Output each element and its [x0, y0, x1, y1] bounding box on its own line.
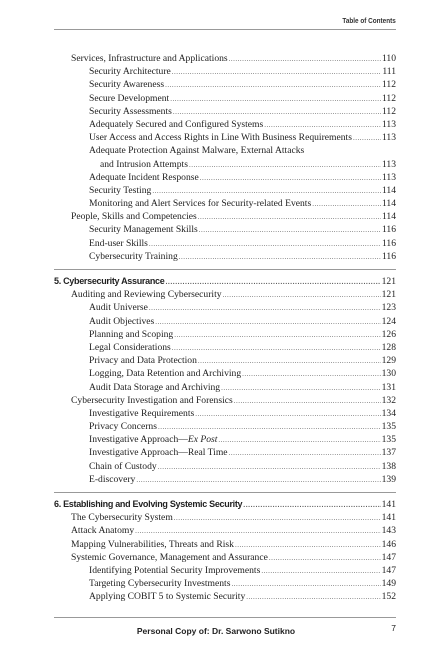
chapter-6-heading[interactable]: [54, 498, 396, 511]
chapter-title: 5. Cybersecurity Assurance: [54, 276, 165, 286]
toc-page-number: 114: [381, 211, 396, 223]
toc-entry-title: Systemic Governance, Management and Assurance: [71, 551, 268, 563]
dot-leader: [223, 289, 381, 302]
toc-page-number: 114: [381, 184, 396, 196]
toc-entry-title: Security Assessments: [89, 105, 172, 117]
toc-entry[interactable]: [54, 118, 396, 131]
toc-entry[interactable]: [54, 460, 396, 473]
dot-leader: [195, 408, 380, 421]
page-number: 7: [391, 623, 396, 633]
section-divider: [54, 492, 396, 493]
dot-leader: [155, 316, 380, 329]
toc-page-number: 129: [381, 355, 396, 367]
toc-entry[interactable]: [54, 407, 396, 420]
toc-page-number: 141: [381, 499, 396, 510]
toc-page-number: 121: [381, 276, 396, 287]
toc-page-number: 113: [381, 132, 396, 144]
toc-page-number: 135: [381, 421, 396, 433]
toc-page-number: 114: [381, 198, 396, 210]
toc-entry[interactable]: [54, 354, 396, 367]
toc-page-number: 132: [381, 394, 396, 406]
toc-entry[interactable]: [54, 197, 396, 210]
toc-entry-title: Privacy and Data Protection: [89, 355, 197, 367]
toc-entry[interactable]: [54, 420, 396, 433]
toc-entry[interactable]: [54, 65, 396, 78]
toc-entry[interactable]: [54, 315, 396, 328]
toc-page-number: 113: [381, 158, 396, 170]
toc-entry[interactable]: [54, 381, 396, 394]
toc-entry-multiline[interactable]: [54, 144, 396, 170]
dot-leader: [353, 132, 381, 145]
toc-entry-title: Investigative Approach—Real Time: [89, 447, 228, 459]
dot-leader: [218, 434, 380, 447]
dot-leader: [269, 552, 381, 565]
toc-entry[interactable]: [54, 341, 396, 354]
toc-entry-title: Chain of Custody: [89, 460, 157, 472]
toc-group-services: [54, 52, 396, 144]
toc-entry-title: Security Architecture: [89, 66, 171, 78]
toc-page-number: 134: [381, 407, 396, 419]
dot-leader: [174, 329, 380, 342]
toc-entry-title: Audit Universe: [89, 302, 148, 314]
toc-page-number: 137: [381, 447, 396, 459]
toc-entry[interactable]: [54, 131, 396, 144]
toc-entry-title: Security Testing: [89, 184, 152, 196]
toc-entry[interactable]: [54, 577, 396, 590]
toc-entry[interactable]: [54, 590, 396, 603]
dot-leader: [261, 565, 380, 578]
dot-leader: [149, 302, 381, 315]
toc-entry-title: [89, 433, 217, 446]
toc-entry-title: Mapping Vulnerabilities, Threats and Risk: [71, 538, 234, 550]
toc-page-number: 116: [381, 237, 396, 249]
toc-entry[interactable]: [54, 328, 396, 341]
dot-leader: [234, 395, 381, 408]
toc-page-number: 110: [381, 53, 396, 64]
toc-entry[interactable]: [54, 511, 396, 524]
toc-entry[interactable]: [54, 288, 396, 301]
toc-entry-title: The Cybersecurity System: [71, 512, 173, 524]
toc-entry-title: Applying COBIT 5 to Systemic Security: [89, 591, 246, 603]
toc-group-people: [54, 171, 396, 263]
dot-leader: [312, 198, 381, 211]
footer-rule: [54, 617, 396, 618]
toc-entry[interactable]: [54, 301, 396, 314]
toc-page-number: 112: [381, 92, 396, 104]
toc-page-number: 141: [381, 512, 396, 524]
toc-entry-title: Monitoring and Alert Services for Security-related Events: [89, 198, 312, 210]
toc-entry[interactable]: [54, 446, 396, 459]
dot-leader: [179, 251, 381, 264]
dot-leader: [158, 461, 381, 474]
dot-leader: [246, 591, 380, 604]
toc-page-number: 116: [381, 224, 396, 236]
toc-entry-line1: Adequate Protection Against Malware, External Attacks: [89, 145, 305, 157]
toc-page-number: 126: [381, 328, 396, 340]
toc-page-number: 149: [381, 578, 396, 590]
toc-entry[interactable]: [54, 250, 396, 263]
toc-entry[interactable]: [54, 223, 396, 236]
toc-entry[interactable]: [54, 367, 396, 380]
dot-leader: [199, 224, 381, 237]
chapter-5-heading[interactable]: [54, 275, 396, 288]
toc-entry[interactable]: [54, 92, 396, 105]
toc-entry-title: People, Skills and Competencies: [71, 211, 197, 223]
toc-entry[interactable]: [54, 210, 396, 223]
toc-entry-title: Cybersecurity Training: [89, 250, 178, 262]
toc-page-number: 124: [381, 315, 396, 327]
toc-page-number: 128: [381, 341, 396, 353]
chapter-5-entries-tail: [54, 446, 396, 486]
dot-leader: [170, 93, 381, 106]
toc-entry-title: E-discovery: [89, 473, 136, 485]
toc-page-number: 139: [381, 473, 396, 485]
toc-entry-title: Security Management Skills: [89, 224, 198, 236]
dot-leader: [172, 342, 381, 355]
toc-entry-title: Adequately Secured and Configured Systems: [89, 118, 264, 130]
toc-entry-line2: and Intrusion Attempts: [100, 158, 188, 170]
toc-page-number: 147: [381, 551, 396, 563]
chapter-5-entries: [54, 288, 396, 433]
toc-entry[interactable]: [54, 184, 396, 197]
toc-entry[interactable]: [54, 105, 396, 118]
toc-page-number: 123: [381, 302, 396, 314]
toc-entry-title: Targeting Cybersecurity Investments: [89, 578, 231, 590]
toc-entry[interactable]: [54, 52, 396, 65]
toc-entry-title: Secure Development: [89, 92, 170, 104]
dot-leader: [243, 499, 380, 512]
toc-entry[interactable]: [54, 433, 396, 446]
toc-page-number: 152: [381, 591, 396, 603]
dot-leader: [149, 238, 381, 251]
toc-entry-title: Investigative Requirements: [89, 407, 195, 419]
dot-leader: [172, 66, 381, 79]
toc-page-number: 138: [381, 460, 396, 472]
toc-page-number: 130: [381, 368, 396, 380]
dot-leader: [229, 447, 381, 460]
toc-page-number: 111: [382, 66, 396, 78]
toc-entry-title: Auditing and Reviewing Cybersecurity: [71, 289, 222, 301]
toc-page-number: 112: [381, 105, 396, 117]
toc-page-number: 147: [381, 564, 396, 576]
toc-entry-title: Identifying Potential Security Improvements: [89, 564, 261, 576]
toc-page-number: 113: [381, 171, 396, 183]
toc-page-number: 143: [381, 525, 396, 537]
toc-page-number: 135: [381, 434, 396, 446]
toc-entry-title: Services, Infrastructure and Applications: [71, 53, 228, 64]
toc-page-number: 116: [381, 250, 396, 262]
dot-leader: [231, 578, 380, 591]
toc-entry-title: Audit Data Storage and Archiving: [89, 381, 221, 393]
dot-leader: [221, 382, 381, 395]
dot-leader: [136, 474, 380, 487]
toc-entry[interactable]: [54, 473, 396, 486]
toc-page-number: 131: [381, 381, 396, 393]
toc-entry-title: Planning and Scoping: [89, 328, 174, 340]
toc-entry[interactable]: [54, 171, 396, 184]
table-of-contents: [54, 52, 396, 604]
toc-entry-title: Adequate Incident Response: [89, 171, 199, 183]
toc-entry[interactable]: [54, 78, 396, 91]
toc-entry-title: Audit Objectives: [89, 315, 155, 327]
toc-entry-title: User Access and Access Rights in Line With Business Requirements: [89, 132, 352, 144]
toc-entry[interactable]: [54, 551, 396, 564]
dot-leader: [174, 512, 381, 525]
toc-entry[interactable]: [54, 394, 396, 407]
toc-entry-title: Logging, Data Retention and Archiving: [89, 368, 242, 380]
toc-entry-title: Attack Anatomy: [71, 525, 135, 537]
toc-entry-title: Security Awareness: [89, 79, 165, 91]
dot-leader: [200, 172, 381, 185]
running-header-title: Table of Contents: [342, 16, 396, 25]
toc-entry-title: Privacy Concerns: [89, 421, 157, 433]
toc-page-number: 113: [381, 118, 396, 130]
dot-leader: [229, 53, 381, 66]
header-rule: [54, 29, 396, 30]
toc-entry[interactable]: [54, 538, 396, 551]
toc-entry-title: End-user Skills: [89, 237, 148, 249]
toc-entry[interactable]: [54, 564, 396, 577]
chapter-6-entries: [54, 511, 396, 603]
toc-entry[interactable]: [54, 237, 396, 250]
chapter-title: 6. Establishing and Evolving Systemic Security: [54, 499, 243, 509]
dot-leader: [198, 211, 381, 224]
footer-personal-copy: Personal Copy of: Dr. Sarwono Sutikno: [136, 626, 296, 636]
section-divider: [54, 269, 396, 270]
toc-entry-title: Legal Considerations: [89, 341, 171, 353]
toc-entry-italic: Ex Post: [187, 434, 218, 446]
dot-leader: [165, 79, 381, 92]
toc-entry[interactable]: [54, 524, 396, 537]
toc-page-number: 146: [381, 538, 396, 550]
toc-page-number: 121: [381, 289, 396, 301]
toc-page-number: 112: [381, 79, 396, 91]
toc-entry-title: Cybersecurity Investigation and Forensics: [71, 394, 233, 406]
dot-leader: [242, 368, 380, 381]
dot-leader: [189, 159, 381, 172]
toc-entry-prefix: Investigative Approach—: [89, 434, 188, 446]
